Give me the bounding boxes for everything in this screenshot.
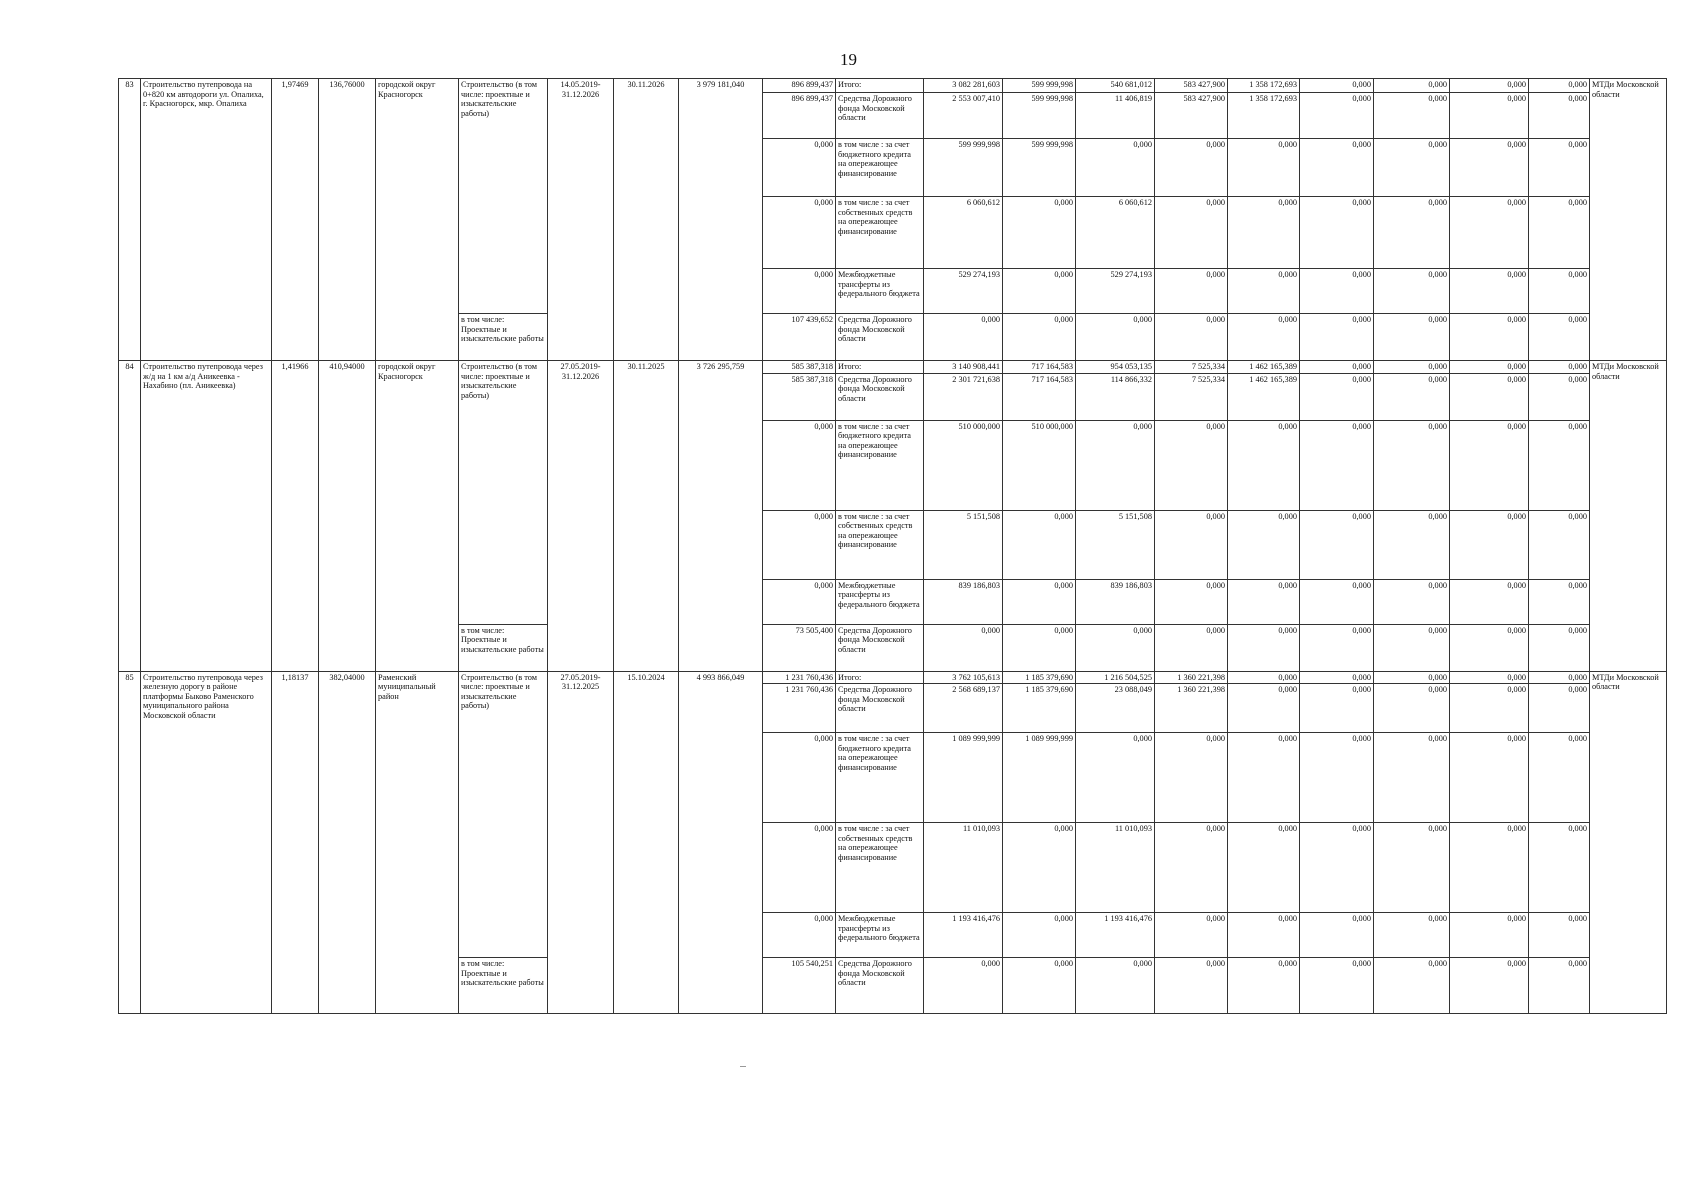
funding-source: Межбюджетные трансферты из федерального бюджета — [836, 269, 924, 314]
funding-source: Итого: — [836, 79, 924, 93]
municipality: городской округ Красногорск — [376, 79, 459, 361]
year-value: 0,000 — [1003, 269, 1076, 314]
year-value: 0,000 — [1450, 197, 1529, 269]
year-value: 839 186,803 — [924, 579, 1003, 624]
funding-source: Межбюджетные трансферты из федерального бюджета — [836, 579, 924, 624]
funded-amount: 107 439,652 — [763, 314, 836, 361]
year-value: 7 525,334 — [1155, 361, 1228, 374]
budget-table — [118, 78, 1667, 1014]
year-value: 0,000 — [1374, 93, 1450, 139]
year-value: 0,000 — [1228, 579, 1300, 624]
year-value: 0,000 — [1374, 684, 1450, 733]
year-value: 2 553 007,410 — [924, 93, 1003, 139]
object-power: 1,41966 — [272, 361, 319, 672]
total-cost: 3 726 295,759 — [679, 361, 763, 672]
year-value: 0,000 — [1300, 624, 1374, 671]
year-value: 0,000 — [1374, 958, 1450, 1014]
year-value: 0,000 — [1300, 913, 1374, 958]
funded-amount: 896 899,437 — [763, 93, 836, 139]
year-value: 0,000 — [1076, 139, 1155, 197]
year-value: 0,000 — [1374, 733, 1450, 823]
year-value: 0,000 — [1374, 139, 1450, 197]
year-value: 1 216 504,525 — [1076, 671, 1155, 684]
year-value: 0,000 — [1228, 269, 1300, 314]
work-dates: 14.05.2019-31.12.2026 — [548, 79, 614, 361]
year-value: 0,000 — [924, 314, 1003, 361]
funding-source: в том числе : за счет собственных средств на опережающее финансирование — [836, 510, 924, 579]
year-value: 0,000 — [1228, 314, 1300, 361]
year-value: 6 060,612 — [924, 197, 1003, 269]
year-value: 0,000 — [1529, 510, 1590, 579]
year-value: 1 462 165,389 — [1228, 361, 1300, 374]
funded-amount: 73 505,400 — [763, 624, 836, 671]
year-value: 0,000 — [1228, 913, 1300, 958]
year-value: 0,000 — [1076, 314, 1155, 361]
year-value: 0,000 — [1374, 373, 1450, 420]
year-value: 0,000 — [1155, 197, 1228, 269]
year-value: 11 010,093 — [924, 823, 1003, 913]
year-value: 0,000 — [1228, 823, 1300, 913]
year-value: 2 568 689,137 — [924, 684, 1003, 733]
year-value: 599 999,998 — [1003, 139, 1076, 197]
funded-amount: 585 387,318 — [763, 373, 836, 420]
year-value: 599 999,998 — [1003, 93, 1076, 139]
object-cost: 136,76000 — [319, 79, 376, 361]
year-value: 0,000 — [1300, 958, 1374, 1014]
year-value: 0,000 — [1155, 958, 1228, 1014]
year-value: 599 999,998 — [924, 139, 1003, 197]
year-value: 0,000 — [1374, 913, 1450, 958]
year-value: 0,000 — [1300, 671, 1374, 684]
year-value: 1 360 221,398 — [1155, 671, 1228, 684]
year-value: 0,000 — [1003, 624, 1076, 671]
work-dates: 27.05.2019-31.12.2026 — [548, 361, 614, 672]
year-value: 0,000 — [1300, 733, 1374, 823]
year-value: 0,000 — [1228, 624, 1300, 671]
year-value: 0,000 — [1300, 373, 1374, 420]
object-cost: 382,04000 — [319, 671, 376, 1014]
year-value: 0,000 — [1450, 913, 1529, 958]
year-value: 11 010,093 — [1076, 823, 1155, 913]
end-date: 15.10.2024 — [614, 671, 679, 1014]
year-value: 0,000 — [1529, 579, 1590, 624]
funded-amount: 0,000 — [763, 197, 836, 269]
year-value: 1 358 172,693 — [1228, 79, 1300, 93]
year-value: 0,000 — [1529, 913, 1590, 958]
work-type: Строительство (в том числе: проектные и изыскательские работы) — [459, 361, 548, 625]
work-type: Строительство (в том числе: проектные и изыскательские работы) — [459, 671, 548, 958]
funded-amount: 0,000 — [763, 733, 836, 823]
year-value: 0,000 — [1076, 420, 1155, 510]
year-value: 529 274,193 — [1076, 269, 1155, 314]
year-value: 0,000 — [1450, 314, 1529, 361]
year-value: 0,000 — [1529, 314, 1590, 361]
year-value: 510 000,000 — [1003, 420, 1076, 510]
year-value: 0,000 — [1300, 93, 1374, 139]
year-value: 0,000 — [1450, 823, 1529, 913]
year-value: 0,000 — [1529, 671, 1590, 684]
year-value: 0,000 — [1228, 733, 1300, 823]
year-value: 0,000 — [1529, 958, 1590, 1014]
year-value: 0,000 — [1003, 823, 1076, 913]
row-number: 84 — [119, 361, 141, 672]
year-value: 0,000 — [924, 624, 1003, 671]
year-value: 0,000 — [1374, 197, 1450, 269]
municipality: городской округ Красногорск — [376, 361, 459, 672]
year-value: 3 762 105,613 — [924, 671, 1003, 684]
year-value: 0,000 — [1374, 823, 1450, 913]
year-value: 0,000 — [1300, 361, 1374, 374]
funded-amount: 0,000 — [763, 913, 836, 958]
year-value: 0,000 — [1003, 958, 1076, 1014]
year-value: 0,000 — [1003, 314, 1076, 361]
year-value: 0,000 — [1529, 420, 1590, 510]
funding-source: в том числе : за счет собственных средств на опережающее финансирование — [836, 197, 924, 269]
funding-source: Средства Дорожного фонда Московской области — [836, 684, 924, 733]
year-value: 0,000 — [1529, 139, 1590, 197]
year-value: 0,000 — [1374, 624, 1450, 671]
table-row — [119, 361, 1667, 374]
year-value: 0,000 — [1450, 269, 1529, 314]
year-value: 717 164,583 — [1003, 361, 1076, 374]
executor: МТДи Московской области — [1590, 79, 1667, 361]
object-name: Строительство путепровода на 0+820 км автодороги ул. Опалиха, г. Красногорск, мкр. Опалиха — [141, 79, 272, 361]
work-type: Строительство (в том числе: проектные и изыскательские работы) — [459, 79, 548, 314]
year-value: 583 427,900 — [1155, 79, 1228, 93]
funded-amount: 0,000 — [763, 823, 836, 913]
year-value: 0,000 — [1300, 420, 1374, 510]
row-number: 85 — [119, 671, 141, 1014]
year-value: 3 082 281,603 — [924, 79, 1003, 93]
year-value: 0,000 — [1155, 314, 1228, 361]
year-value: 0,000 — [1450, 361, 1529, 374]
year-value: 1 360 221,398 — [1155, 684, 1228, 733]
funding-source: Средства Дорожного фонда Московской области — [836, 958, 924, 1014]
year-value: 114 866,332 — [1076, 373, 1155, 420]
year-value: 0,000 — [924, 958, 1003, 1014]
year-value: 0,000 — [1300, 139, 1374, 197]
year-value: 0,000 — [1300, 579, 1374, 624]
year-value: 1 193 416,476 — [1076, 913, 1155, 958]
year-value: 0,000 — [1529, 361, 1590, 374]
funded-amount: 0,000 — [763, 269, 836, 314]
year-value: 0,000 — [1300, 197, 1374, 269]
year-value: 0,000 — [1228, 958, 1300, 1014]
year-value: 0,000 — [1155, 510, 1228, 579]
funding-source: в том числе : за счет бюджетного кредита на опережающее финансирование — [836, 139, 924, 197]
year-value: 0,000 — [1155, 823, 1228, 913]
object-power: 1,97469 — [272, 79, 319, 361]
year-value: 0,000 — [1529, 373, 1590, 420]
scan-mark — [740, 1066, 746, 1067]
year-value: 0,000 — [1155, 913, 1228, 958]
year-value: 5 151,508 — [924, 510, 1003, 579]
funded-amount: 0,000 — [763, 139, 836, 197]
year-value: 0,000 — [1228, 684, 1300, 733]
funded-amount: 0,000 — [763, 579, 836, 624]
year-value: 0,000 — [1374, 79, 1450, 93]
year-value: 0,000 — [1228, 671, 1300, 684]
work-type-sub: в том числе: Проектные и изыскательские работы — [459, 624, 548, 671]
year-value: 0,000 — [1529, 197, 1590, 269]
year-value: 11 406,819 — [1076, 93, 1155, 139]
year-value: 1 185 379,690 — [1003, 684, 1076, 733]
funded-amount: 105 540,251 — [763, 958, 836, 1014]
year-value: 0,000 — [1450, 684, 1529, 733]
funding-source: Средства Дорожного фонда Московской области — [836, 624, 924, 671]
year-value: 0,000 — [1374, 420, 1450, 510]
year-value: 0,000 — [1529, 93, 1590, 139]
year-value: 23 088,049 — [1076, 684, 1155, 733]
total-cost: 3 979 181,040 — [679, 79, 763, 361]
year-value: 0,000 — [1529, 624, 1590, 671]
year-value: 1 089 999,999 — [924, 733, 1003, 823]
year-value: 0,000 — [1450, 579, 1529, 624]
year-value: 0,000 — [1450, 958, 1529, 1014]
funded-amount: 1 231 760,436 — [763, 684, 836, 733]
year-value: 1 089 999,999 — [1003, 733, 1076, 823]
year-value: 583 427,900 — [1155, 93, 1228, 139]
funding-source: Средства Дорожного фонда Московской области — [836, 373, 924, 420]
year-value: 0,000 — [1300, 823, 1374, 913]
year-value: 0,000 — [1003, 197, 1076, 269]
year-value: 0,000 — [1300, 510, 1374, 579]
year-value: 0,000 — [1300, 684, 1374, 733]
year-value: 599 999,998 — [1003, 79, 1076, 93]
year-value: 0,000 — [1076, 958, 1155, 1014]
year-value: 0,000 — [1374, 671, 1450, 684]
year-value: 0,000 — [1450, 373, 1529, 420]
year-value: 0,000 — [1155, 624, 1228, 671]
year-value: 0,000 — [1300, 269, 1374, 314]
table-row — [119, 79, 1667, 93]
year-value: 0,000 — [1155, 420, 1228, 510]
year-value: 1 185 379,690 — [1003, 671, 1076, 684]
funding-source: в том числе : за счет бюджетного кредита на опережающее финансирование — [836, 420, 924, 510]
year-value: 529 274,193 — [924, 269, 1003, 314]
funding-source: Средства Дорожного фонда Московской области — [836, 93, 924, 139]
year-value: 7 525,334 — [1155, 373, 1228, 420]
year-value: 0,000 — [1450, 510, 1529, 579]
table-row — [119, 671, 1667, 684]
year-value: 0,000 — [1450, 79, 1529, 93]
total-cost: 4 993 866,049 — [679, 671, 763, 1014]
year-value: 0,000 — [1076, 624, 1155, 671]
funding-source: в том числе : за счет собственных средств на опережающее финансирование — [836, 823, 924, 913]
year-value: 0,000 — [1155, 733, 1228, 823]
year-value: 5 151,508 — [1076, 510, 1155, 579]
object-power: 1,18137 — [272, 671, 319, 1014]
year-value: 717 164,583 — [1003, 373, 1076, 420]
year-value: 839 186,803 — [1076, 579, 1155, 624]
year-value: 0,000 — [1374, 269, 1450, 314]
executor: МТДи Московской области — [1590, 361, 1667, 672]
year-value: 0,000 — [1155, 579, 1228, 624]
object-cost: 410,94000 — [319, 361, 376, 672]
year-value: 0,000 — [1374, 314, 1450, 361]
year-value: 1 193 416,476 — [924, 913, 1003, 958]
year-value: 0,000 — [1529, 269, 1590, 314]
work-type-sub: в том числе: Проектные и изыскательские работы — [459, 958, 548, 1014]
page-number: 19 — [840, 50, 857, 69]
year-value: 0,000 — [1300, 314, 1374, 361]
funded-amount: 896 899,437 — [763, 79, 836, 93]
year-value: 0,000 — [1228, 139, 1300, 197]
end-date: 30.11.2026 — [614, 79, 679, 361]
year-value: 954 053,135 — [1076, 361, 1155, 374]
year-value: 0,000 — [1450, 139, 1529, 197]
work-type-sub: в том числе: Проектные и изыскательские работы — [459, 314, 548, 361]
object-name: Строительство путепровода через ж/д на 1 км а/д Аникеевка - Нахабино (пл. Аникеевка) — [141, 361, 272, 672]
year-value: 6 060,612 — [1076, 197, 1155, 269]
year-value: 0,000 — [1076, 733, 1155, 823]
year-value: 0,000 — [1529, 684, 1590, 733]
funding-source: Межбюджетные трансферты из федерального бюджета — [836, 913, 924, 958]
year-value: 0,000 — [1003, 579, 1076, 624]
year-value: 0,000 — [1228, 197, 1300, 269]
year-value: 0,000 — [1529, 823, 1590, 913]
year-value: 0,000 — [1003, 913, 1076, 958]
year-value: 0,000 — [1228, 510, 1300, 579]
year-value: 540 681,012 — [1076, 79, 1155, 93]
year-value: 510 000,000 — [924, 420, 1003, 510]
year-value: 0,000 — [1450, 624, 1529, 671]
object-name: Строительство путепровода через железную дорогу в районе платформы Быково Раменского муниципального района Московской области — [141, 671, 272, 1014]
municipality: Раменский муниципальный район — [376, 671, 459, 1014]
year-value: 0,000 — [1155, 139, 1228, 197]
year-value: 0,000 — [1450, 671, 1529, 684]
year-value: 0,000 — [1450, 420, 1529, 510]
end-date: 30.11.2025 — [614, 361, 679, 672]
funding-source: Итого: — [836, 361, 924, 374]
funded-amount: 0,000 — [763, 420, 836, 510]
year-value: 0,000 — [1155, 269, 1228, 314]
year-value: 2 301 721,638 — [924, 373, 1003, 420]
row-number: 83 — [119, 79, 141, 361]
year-value: 0,000 — [1374, 510, 1450, 579]
year-value: 3 140 908,441 — [924, 361, 1003, 374]
year-value: 0,000 — [1374, 361, 1450, 374]
funded-amount: 585 387,318 — [763, 361, 836, 374]
year-value: 0,000 — [1450, 733, 1529, 823]
year-value: 0,000 — [1529, 733, 1590, 823]
year-value: 0,000 — [1003, 510, 1076, 579]
year-value: 0,000 — [1228, 420, 1300, 510]
funding-source: Средства Дорожного фонда Московской области — [836, 314, 924, 361]
executor: МТДи Московской области — [1590, 671, 1667, 1014]
year-value: 1 462 165,389 — [1228, 373, 1300, 420]
funded-amount: 0,000 — [763, 510, 836, 579]
year-value: 0,000 — [1374, 579, 1450, 624]
year-value: 0,000 — [1450, 93, 1529, 139]
funded-amount: 1 231 760,436 — [763, 671, 836, 684]
year-value: 1 358 172,693 — [1228, 93, 1300, 139]
work-dates: 27.05.2019-31.12.2025 — [548, 671, 614, 1014]
year-value: 0,000 — [1300, 79, 1374, 93]
year-value: 0,000 — [1529, 79, 1590, 93]
funding-source: в том числе : за счет бюджетного кредита на опережающее финансирование — [836, 733, 924, 823]
funding-source: Итого: — [836, 671, 924, 684]
